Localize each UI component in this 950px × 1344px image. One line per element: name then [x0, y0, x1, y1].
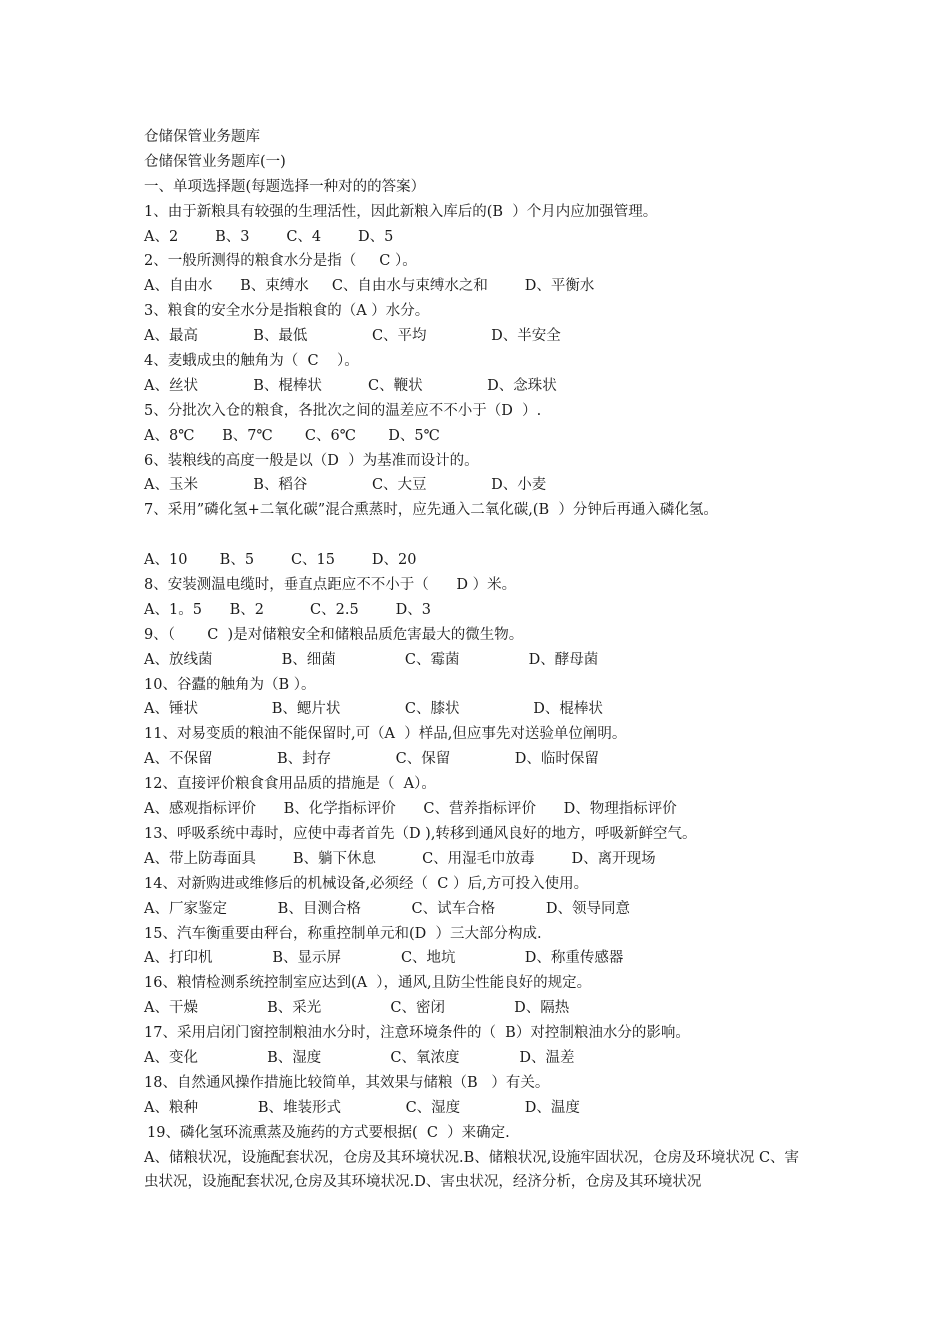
options-19: A、储粮状况，设施配套状况，仓房及其环境状况.B、储粮状况,设施牢固状况，仓房及环境状况 C、害虫状况，设施配套状况,仓房及其环境状况.D、害虫状况，经济分析，仓房及其环境状况	[144, 1149, 800, 1191]
question-18: 18、自然通风操作措施比较简单，其效果与储粮（B ）有关。	[144, 1074, 550, 1091]
options-4: A、丝状 B、棍棒状 C、鞭状 D、念珠状	[144, 377, 557, 394]
options-5: A、8℃ B、7℃ C、6℃ D、5℃	[144, 427, 440, 444]
options-8: A、1。5 B、2 C、2.5 D、3	[144, 601, 431, 618]
options-12: A、感观指标评价 B、化学指标评价 C、营养指标评价 D、物理指标评价	[144, 801, 677, 818]
question-12: 12、直接评价粮食食用品质的措施是（ A）。	[144, 776, 436, 793]
question-10: 10、谷蠹的触角为（B ）。	[144, 676, 316, 693]
question-7: 7、采用”磷化氢+二氧化碳”混合熏蒸时，应先通入二氧化碳,(B ）分钟后再通入磷化氢。	[144, 502, 718, 519]
question-8: 8、安装测温电缆时，垂直点距应不不小于（ D ）米。	[144, 577, 517, 594]
options-18: A、粮种 B、堆装形式 C、湿度 D、温度	[144, 1099, 580, 1116]
options-15: A、打印机 B、显示屏 C、地坑 D、称重传感器	[144, 950, 624, 967]
question-15: 15、汽车衡重要由秤台，称重控制单元和(D ）三大部分构成.	[144, 925, 542, 942]
options-9: A、放线菌 B、细菌 C、霉菌 D、酵母菌	[144, 651, 599, 668]
options-11: A、不保留 B、封存 C、保留 D、临时保留	[144, 751, 599, 768]
document-title: 仓储保管业务题库	[144, 129, 260, 145]
question-6: 6、装粮线的高度一般是以（D ）为基准而设计的。	[144, 452, 479, 469]
blank-line	[144, 523, 824, 548]
options-6: A、玉米 B、稻谷 C、大豆 D、小麦	[144, 477, 547, 494]
document-subtitle: 仓储保管业务题库(一)	[144, 153, 286, 170]
options-16: A、干燥 B、采光 C、密闭 D、隔热	[144, 1000, 570, 1017]
options-17: A、变化 B、湿度 C、氧浓度 D、温差	[144, 1049, 575, 1066]
options-1: A、2 B、3 C、4 D、5	[144, 228, 394, 245]
question-2: 2、一般所测得的粮食水分是指（ C ）。	[144, 253, 417, 270]
document-body	[144, 125, 824, 1195]
options-10: A、锤状 B、鳃片状 C、膝状 D、棍棒状	[144, 701, 603, 718]
section-heading: 一、单项选择题(每题选择一种对的的答案）	[144, 178, 426, 195]
options-3: A、最高 B、最低 C、平均 D、半安全	[144, 328, 561, 345]
question-1: 1、由于新粮具有较强的生理活性，因此新粮入库后的(B ）个月内应加强管理。	[144, 203, 658, 220]
question-9: 9、（ C )是对储粮安全和储粮品质危害最大的微生物。	[144, 626, 524, 643]
options-13: A、带上防毒面具 B、躺下休息 C、用湿毛巾放毒 D、离开现场	[144, 850, 656, 867]
question-19: 19、磷化氢环流熏蒸及施药的方式要根据( C ）来确定.	[147, 1124, 510, 1141]
question-16: 16、粮情检测系统控制室应达到(A ），通风,且防尘性能良好的规定。	[144, 975, 592, 992]
question-13: 13、呼吸系统中毒时，应使中毒者首先（D ),转移到通风良好的地方，呼吸新鲜空气。	[144, 825, 697, 842]
options-2: A、自由水 B、束缚水 C、自由水与束缚水之和 D、平衡水	[144, 278, 595, 295]
question-3: 3、粮食的安全水分是指粮食的（A ）水分。	[144, 303, 430, 320]
question-5: 5、分批次入仓的粮食，各批次之间的温差应不不小于（D ）.	[144, 402, 542, 419]
options-14: A、厂家鉴定 B、目测合格 C、试车合格 D、领导同意	[144, 900, 630, 917]
question-11: 11、对易变质的粮油不能保留时,可（A ）样品,但应事先对送验单位阐明。	[144, 726, 627, 743]
options-7: A、10 B、5 C、15 D、20	[144, 552, 417, 569]
question-4: 4、麦蛾成虫的触角为（ C ）。	[144, 353, 359, 370]
question-17: 17、采用启闭门窗控制粮油水分时，注意环境条件的（ B）对控制粮油水分的影响。	[144, 1025, 690, 1042]
question-14: 14、对新购进或维修后的机械设备,必须经（ C ）后,方可投入使用。	[144, 875, 589, 892]
